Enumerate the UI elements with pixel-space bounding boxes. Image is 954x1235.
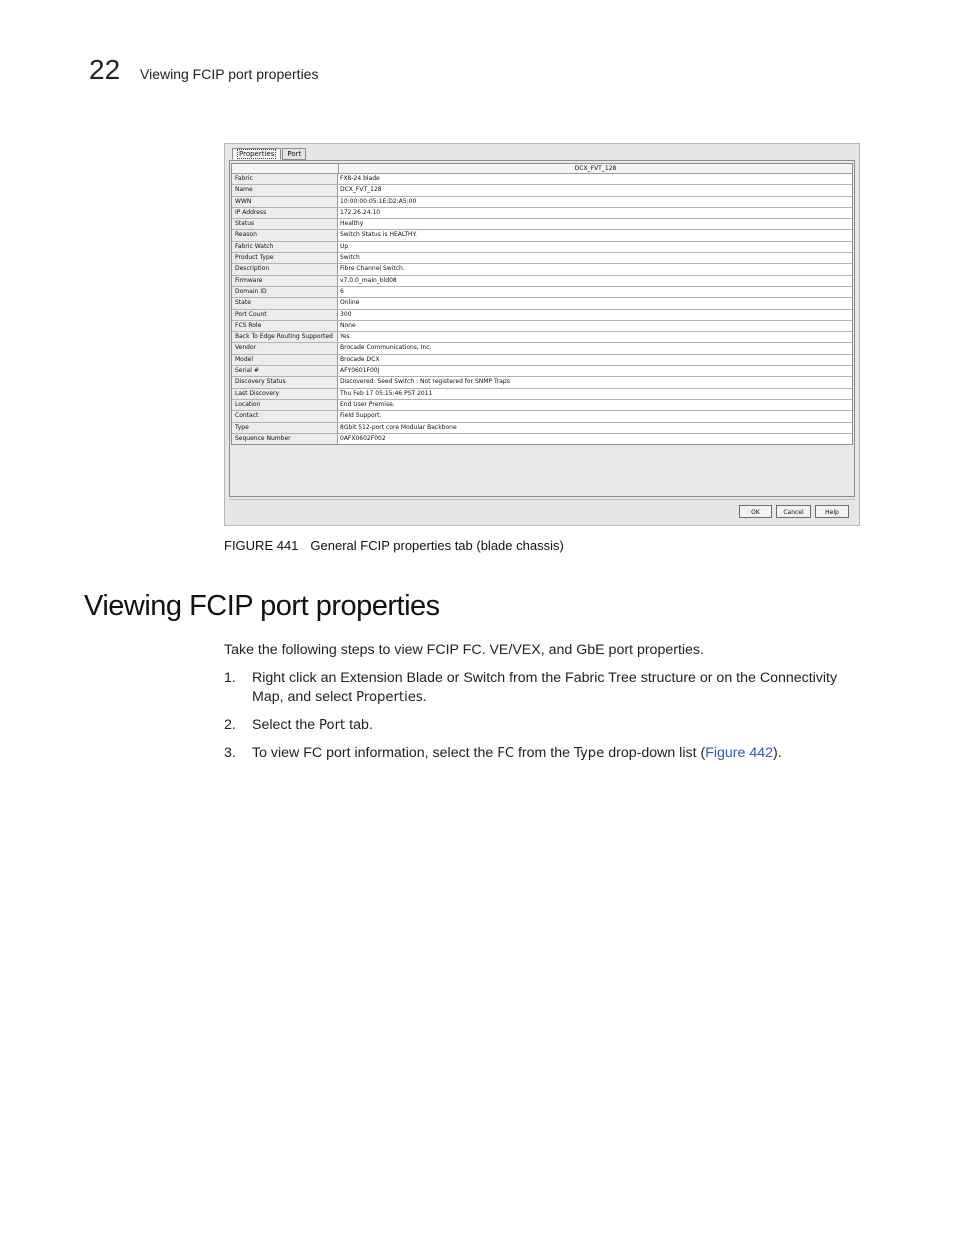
ui-term: Properties <box>356 690 423 705</box>
grid-header-blank <box>232 164 339 173</box>
ok-button[interactable]: OK <box>739 505 772 518</box>
property-label: Vendor <box>232 343 338 353</box>
properties-dialog-screenshot <box>224 143 860 526</box>
property-label: Fabric <box>232 174 338 184</box>
property-row[interactable] <box>232 276 852 287</box>
property-row[interactable] <box>232 242 852 253</box>
grid-rows <box>232 174 852 444</box>
property-label: Type <box>232 423 338 433</box>
property-label: FCS Role <box>232 321 338 331</box>
cancel-button[interactable]: Cancel <box>776 505 811 518</box>
property-label: Serial # <box>232 366 338 376</box>
help-button[interactable]: Help <box>815 505 849 518</box>
property-value: Fibre Channel Switch. <box>340 265 405 273</box>
properties-panel <box>229 160 855 497</box>
grid-header <box>232 164 852 174</box>
property-row[interactable] <box>232 321 852 332</box>
property-label: Back To Edge Routing Supported <box>232 332 338 342</box>
property-value: End User Premise. <box>340 400 395 408</box>
property-row[interactable] <box>232 287 852 298</box>
step-2 <box>224 716 864 736</box>
property-row[interactable] <box>232 389 852 400</box>
step-text-mid: from the <box>514 745 574 761</box>
property-row[interactable] <box>232 366 852 377</box>
figure-caption <box>224 538 564 553</box>
property-value: Yes <box>340 333 350 341</box>
property-label: Product Type <box>232 253 338 263</box>
property-label: State <box>232 298 338 308</box>
property-label: Discovery Status <box>232 377 338 387</box>
property-row[interactable] <box>232 197 852 208</box>
tab-bar <box>232 148 307 160</box>
properties-grid <box>231 163 853 445</box>
property-row[interactable] <box>232 310 852 321</box>
property-label: Firmware <box>232 276 338 286</box>
dialog-divider <box>229 499 855 500</box>
step-text-pre: Right click an Extension Blade or Switch from the Fabric Tree structure or on the Connectivity Map, and select <box>252 670 838 705</box>
property-value: 0AFX0602F002 <box>340 434 386 442</box>
property-value: AFY0601F00J <box>340 367 380 375</box>
property-row[interactable] <box>232 219 852 230</box>
section-heading: Viewing FCIP port properties <box>84 590 440 622</box>
step-text-mid: drop-down list ( <box>604 745 706 761</box>
intro-paragraph: Take the following steps to view FCIP FC. VE/VEX, and GbE port properties. <box>224 642 704 658</box>
step-3 <box>224 744 864 764</box>
ui-term: FC <box>497 746 515 761</box>
property-row[interactable] <box>232 343 852 354</box>
property-row[interactable] <box>232 434 852 444</box>
property-label: Description <box>232 264 338 274</box>
property-row[interactable] <box>232 230 852 241</box>
property-value: Up <box>340 242 349 250</box>
property-value: Switch Status is HEALTHY. <box>340 231 417 239</box>
property-label: IP Address <box>232 208 338 218</box>
property-value: 172.26.24.10 <box>340 208 381 216</box>
property-row[interactable] <box>232 423 852 434</box>
property-row[interactable] <box>232 174 852 185</box>
property-row[interactable] <box>232 355 852 366</box>
property-value: 300 <box>340 310 352 318</box>
property-row[interactable] <box>232 253 852 264</box>
property-label: Domain ID <box>232 287 338 297</box>
property-row[interactable] <box>232 411 852 422</box>
chapter-number: 22 <box>89 54 121 85</box>
property-value: DCX_FVT_128 <box>340 186 382 194</box>
step-text-post: . <box>422 689 427 705</box>
property-value: Healthy <box>340 220 364 228</box>
running-title: Viewing FCIP port properties <box>140 66 319 82</box>
figure-title: General FCIP properties tab (blade chassis) <box>310 538 564 553</box>
property-value: FX8-24 blade <box>340 175 380 182</box>
property-value: Online <box>340 299 360 307</box>
step-text-pre: To view FC port information, select the <box>252 745 498 761</box>
property-label: Fabric Watch <box>232 242 338 252</box>
property-value: 10:00:00:05:1E:D2:A5:00 <box>340 197 417 205</box>
property-row[interactable] <box>232 377 852 388</box>
property-value: None <box>340 321 356 329</box>
property-label: Location <box>232 400 338 410</box>
property-row[interactable] <box>232 332 852 343</box>
step-number: 2. <box>224 717 236 733</box>
property-label: Sequence Number <box>232 434 338 444</box>
step-text-pre: Select the <box>252 717 320 733</box>
property-row[interactable] <box>232 208 852 219</box>
step-number: 1. <box>224 670 236 686</box>
property-label: Port Count <box>232 310 338 320</box>
property-value: Field Support. <box>340 412 382 420</box>
property-value: Switch <box>340 254 360 262</box>
tab-properties[interactable] <box>232 148 281 160</box>
property-label: Reason <box>232 230 338 240</box>
property-row[interactable] <box>232 298 852 309</box>
property-value: Brocade DCX <box>340 355 380 363</box>
ui-term: Type <box>573 746 605 761</box>
property-label: Last Discovery <box>232 389 338 399</box>
step-text <box>252 744 864 763</box>
figure-label: FIGURE 441 <box>224 538 299 553</box>
step-text-post: tab. <box>345 717 373 733</box>
tab-properties-label: Properties <box>239 150 275 158</box>
property-label: Contact <box>232 411 338 421</box>
property-value: Discovered: Seed Switch : Not registered for SNMP Traps <box>340 378 510 386</box>
property-value: 6 <box>340 287 344 295</box>
property-label: WWN <box>232 197 338 207</box>
property-value: v7.0.0_main_bld08 <box>340 276 397 284</box>
ui-term: Port <box>319 718 346 733</box>
figure-442-link[interactable]: Figure 442 <box>705 745 774 761</box>
step-text <box>252 669 864 707</box>
property-row[interactable] <box>232 264 852 275</box>
property-row[interactable] <box>232 185 852 196</box>
dialog-buttons <box>739 505 849 518</box>
step-text <box>252 716 864 735</box>
tab-port[interactable]: Port <box>282 148 306 160</box>
property-label: Status <box>232 219 338 229</box>
property-value: Brocade Communications, Inc. <box>340 344 432 352</box>
property-label: Model <box>232 355 338 365</box>
property-label: Name <box>232 185 338 195</box>
grid-column-header: DCX_FVT_128 <box>339 164 852 173</box>
property-row[interactable] <box>232 400 852 411</box>
property-value: 8Gbit 512-port core Modular Backbone <box>340 423 457 431</box>
step-number: 3. <box>224 745 236 761</box>
property-value: Thu Feb 17 05:15:46 PST 2011 <box>340 389 433 397</box>
step-text-post: ). <box>773 745 782 761</box>
step-1 <box>224 669 864 709</box>
